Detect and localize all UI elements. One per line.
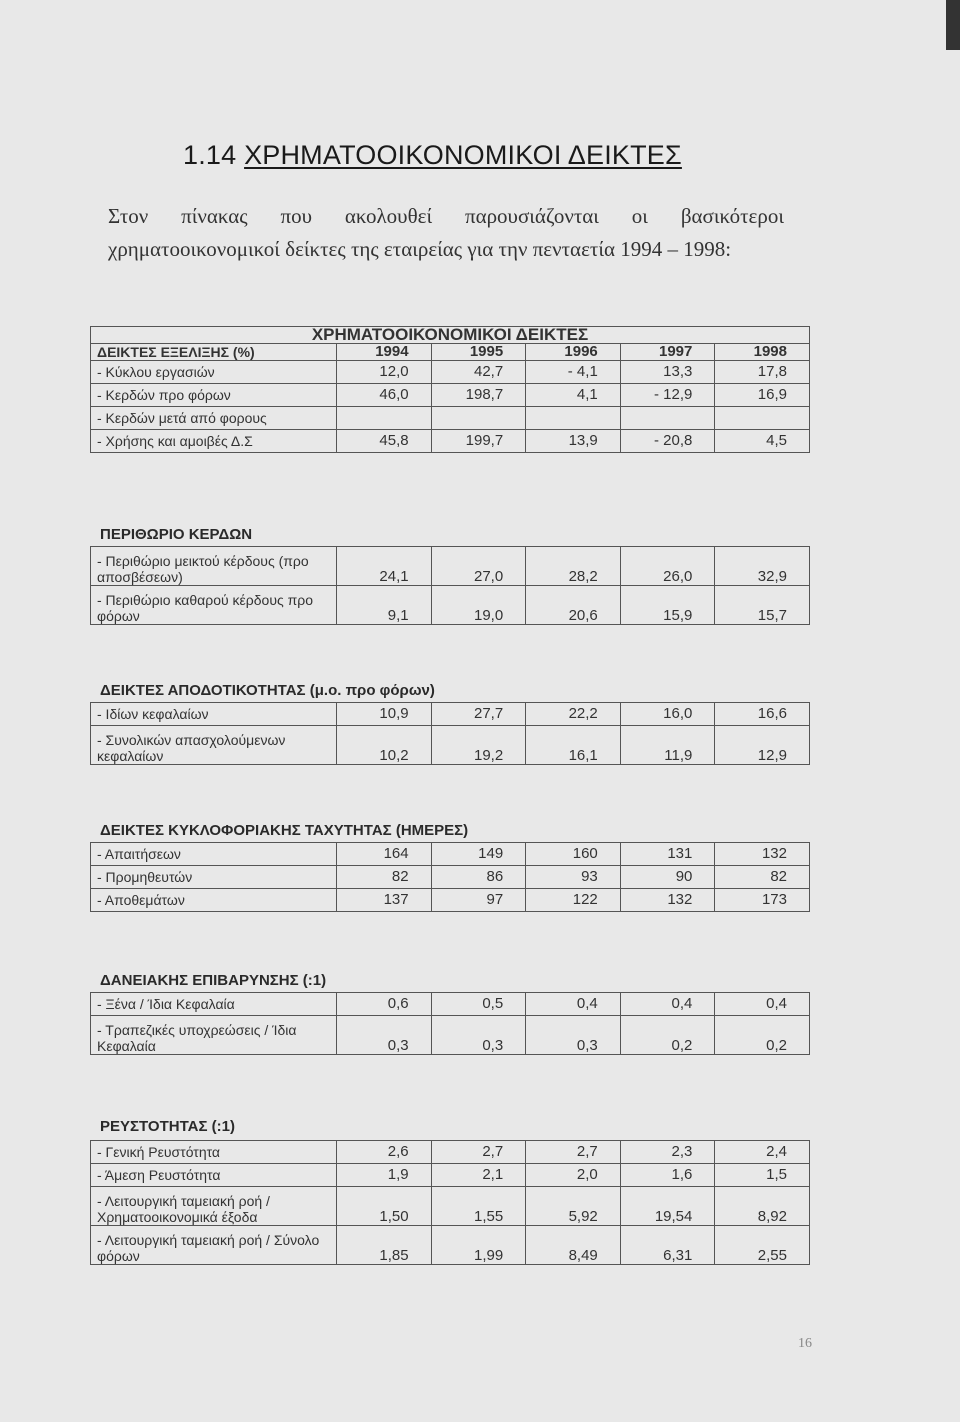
cell-value: 10,9 (337, 703, 432, 726)
cell-value: 9,1 (337, 586, 432, 625)
cell-value: 0,4 (715, 993, 810, 1016)
cell-value: 22,2 (526, 703, 621, 726)
row-label: - Περιθώριο μεικτού κέρδους (προ αποσβέσεων) (91, 547, 337, 586)
cell-value: 42,7 (431, 361, 526, 384)
cell-value: 2,1 (431, 1164, 526, 1187)
section-label-liquidity: ΡΕΥΣΤΟΤΗΤΑΣ (:1) (100, 1118, 235, 1135)
row-label: - Κύκλου εργασιών (91, 361, 337, 384)
year-header: 1997 (620, 344, 715, 361)
liquidity-table (90, 1140, 810, 1265)
row-label: - Κερδών μετά από φορους (91, 407, 337, 430)
cell-value: 19,2 (431, 726, 526, 765)
year-header: 1998 (715, 344, 810, 361)
table-row (91, 384, 810, 407)
cell-value: 199,7 (431, 430, 526, 453)
cell-value (431, 407, 526, 430)
cell-value: 90 (620, 866, 715, 889)
cell-value: 1,99 (431, 1226, 526, 1265)
section-label-profitability: ΔΕΙΚΤΕΣ ΑΠΟΔΟΤΙΚΟΤΗΤΑΣ (μ.ο. προ φόρων) (100, 682, 435, 699)
cell-value: 2,0 (526, 1164, 621, 1187)
row-label: - Περιθώριο καθαρού κέρδους προ φόρων (91, 586, 337, 625)
cell-value: 20,6 (526, 586, 621, 625)
row-label: - Κερδών προ φόρων (91, 384, 337, 407)
turnover-table (90, 842, 810, 912)
profitability-table (90, 702, 810, 765)
cell-value: 2,7 (526, 1141, 621, 1164)
cell-value: 2,7 (431, 1141, 526, 1164)
cell-value: 198,7 (431, 384, 526, 407)
year-header: 1994 (337, 344, 432, 361)
cell-value: 93 (526, 866, 621, 889)
table-row (91, 586, 810, 625)
table-row (91, 1226, 810, 1265)
cell-value: 137 (337, 889, 432, 912)
cell-value (526, 407, 621, 430)
row-label: - Ξένα / Ίδια Κεφαλαία (91, 993, 337, 1016)
cell-value: 8,92 (715, 1187, 810, 1226)
cell-value (715, 407, 810, 430)
cell-value: - 4,1 (526, 361, 621, 384)
row-label: - Τραπεζικές υποχρεώσεις / Ίδια Κεφαλαία (91, 1016, 337, 1055)
cell-value: 97 (431, 889, 526, 912)
table-row (91, 993, 810, 1016)
cell-value: 0,3 (526, 1016, 621, 1055)
cell-value: 2,6 (337, 1141, 432, 1164)
table-row (91, 866, 810, 889)
cell-value: 13,3 (620, 361, 715, 384)
cell-value: 19,0 (431, 586, 526, 625)
cell-value: 12,9 (715, 726, 810, 765)
year-header: 1996 (526, 344, 621, 361)
table-header-row (91, 344, 810, 361)
table-row (91, 430, 810, 453)
cell-value: 122 (526, 889, 621, 912)
cell-value: 17,8 (715, 361, 810, 384)
table-row (91, 889, 810, 912)
cell-value: 19,54 (620, 1187, 715, 1226)
cell-value: 2,55 (715, 1226, 810, 1265)
cell-value: 0,4 (526, 993, 621, 1016)
cell-value: 82 (715, 866, 810, 889)
cell-value: 132 (620, 889, 715, 912)
row-label: - Προμηθευτών (91, 866, 337, 889)
cell-value: 1,50 (337, 1187, 432, 1226)
section-title (183, 140, 682, 171)
row-label: - Ιδίων κεφαλαίων (91, 703, 337, 726)
cell-value: 0,5 (431, 993, 526, 1016)
cell-value: 16,9 (715, 384, 810, 407)
cell-value: 27,0 (431, 547, 526, 586)
cell-value: 32,9 (715, 547, 810, 586)
scan-edge (946, 0, 960, 50)
cell-value: 24,1 (337, 547, 432, 586)
cell-value: 16,6 (715, 703, 810, 726)
cell-value: 0,3 (337, 1016, 432, 1055)
cell-value: 11,9 (620, 726, 715, 765)
cell-value: 12,0 (337, 361, 432, 384)
cell-value: - 20,8 (620, 430, 715, 453)
section-label-turnover: ΔΕΙΚΤΕΣ ΚΥΚΛΟΦΟΡΙΑΚΗΣ ΤΑΧΥΤΗΤΑΣ (ΗΜΕΡΕΣ) (100, 822, 469, 839)
row-label: - Αποθεμάτων (91, 889, 337, 912)
table-row (91, 1141, 810, 1164)
cell-value: 173 (715, 889, 810, 912)
cell-value: 131 (620, 843, 715, 866)
cell-value (620, 407, 715, 430)
row-label: - Άμεση Ρευστότητα (91, 1164, 337, 1187)
cell-value: 164 (337, 843, 432, 866)
table-row (91, 726, 810, 765)
cell-value: 45,8 (337, 430, 432, 453)
intro-paragraph: Στον πίνακας που ακολουθεί παρουσιάζονται οι βασικότεροι χρηματοοικονομικοί δείκτες της εταιρείας για την πενταετία 1994 – 1998: (108, 204, 784, 261)
cell-value: 46,0 (337, 384, 432, 407)
cell-value: 4,5 (715, 430, 810, 453)
cell-value: 0,2 (620, 1016, 715, 1055)
table-row (91, 1164, 810, 1187)
row-label: - Γενική Ρευστότητα (91, 1141, 337, 1164)
cell-value: 2,4 (715, 1141, 810, 1164)
row-label: - Χρήσης και αμοιβές Δ.Σ (91, 430, 337, 453)
growth-indices-table (90, 326, 810, 453)
table-super-header: ΧΡΗΜΑΤΟΟΙΚΟΝΟΜΙΚΟΙ ΔΕΙΚΤΕΣ (91, 327, 810, 344)
cell-value: 1,55 (431, 1187, 526, 1226)
cell-value: 86 (431, 866, 526, 889)
cell-value: 1,85 (337, 1226, 432, 1265)
profit-margin-table (90, 546, 810, 625)
cell-value: 13,9 (526, 430, 621, 453)
row-label: - Συνολικών απασχολούμενων κεφαλαίων (91, 726, 337, 765)
cell-value (337, 407, 432, 430)
cell-value: - 12,9 (620, 384, 715, 407)
cell-value: 15,9 (620, 586, 715, 625)
row-label: - Λειτουργική ταμειακή ροή / Χρηματοοικονομικά έξοδα (91, 1187, 337, 1226)
cell-value: 1,5 (715, 1164, 810, 1187)
cell-value: 2,3 (620, 1141, 715, 1164)
cell-value: 0,6 (337, 993, 432, 1016)
cell-value: 132 (715, 843, 810, 866)
table-row (91, 407, 810, 430)
cell-value: 82 (337, 866, 432, 889)
cell-value: 0,2 (715, 1016, 810, 1055)
cell-value: 16,0 (620, 703, 715, 726)
table-row (91, 843, 810, 866)
cell-value: 8,49 (526, 1226, 621, 1265)
cell-value: 5,92 (526, 1187, 621, 1226)
table-row (91, 361, 810, 384)
table-super-header-row (91, 327, 810, 344)
cell-value: 28,2 (526, 547, 621, 586)
cell-value: 0,3 (431, 1016, 526, 1055)
cell-value: 16,1 (526, 726, 621, 765)
leverage-table (90, 992, 810, 1055)
row-label: - Λειτουργική ταμειακή ροή / Σύνολο φόρων (91, 1226, 337, 1265)
cell-value: 149 (431, 843, 526, 866)
table-row (91, 547, 810, 586)
section-label-leverage: ΔΑΝΕΙΑΚΗΣ ΕΠΙΒΑΡΥΝΣΗΣ (:1) (100, 972, 327, 989)
cell-value: 27,7 (431, 703, 526, 726)
cell-value: 1,6 (620, 1164, 715, 1187)
table-row (91, 703, 810, 726)
cell-value: 1,9 (337, 1164, 432, 1187)
cell-value: 26,0 (620, 547, 715, 586)
cell-value: 0,4 (620, 993, 715, 1016)
table-row (91, 1016, 810, 1055)
page-number: 16 (798, 1336, 812, 1351)
cell-value: 10,2 (337, 726, 432, 765)
cell-value: 160 (526, 843, 621, 866)
cell-value: 15,7 (715, 586, 810, 625)
year-header: 1995 (431, 344, 526, 361)
table-row (91, 1187, 810, 1226)
section-title-text: ΧΡΗΜΑΤΟΟΙΚΟΝΟΜΙΚΟΙ ΔΕΙΚΤΕΣ (244, 140, 682, 170)
section-number: 1.14 (183, 140, 237, 170)
row-label: - Απαιτήσεων (91, 843, 337, 866)
section-label-profit-margin: ΠΕΡΙΘΩΡΙΟ ΚΕΡΔΩΝ (100, 526, 253, 543)
cell-value: 6,31 (620, 1226, 715, 1265)
header-label: ΔΕΙΚΤΕΣ ΕΞΕΛΙΞΗΣ (%) (91, 344, 337, 361)
cell-value: 4,1 (526, 384, 621, 407)
